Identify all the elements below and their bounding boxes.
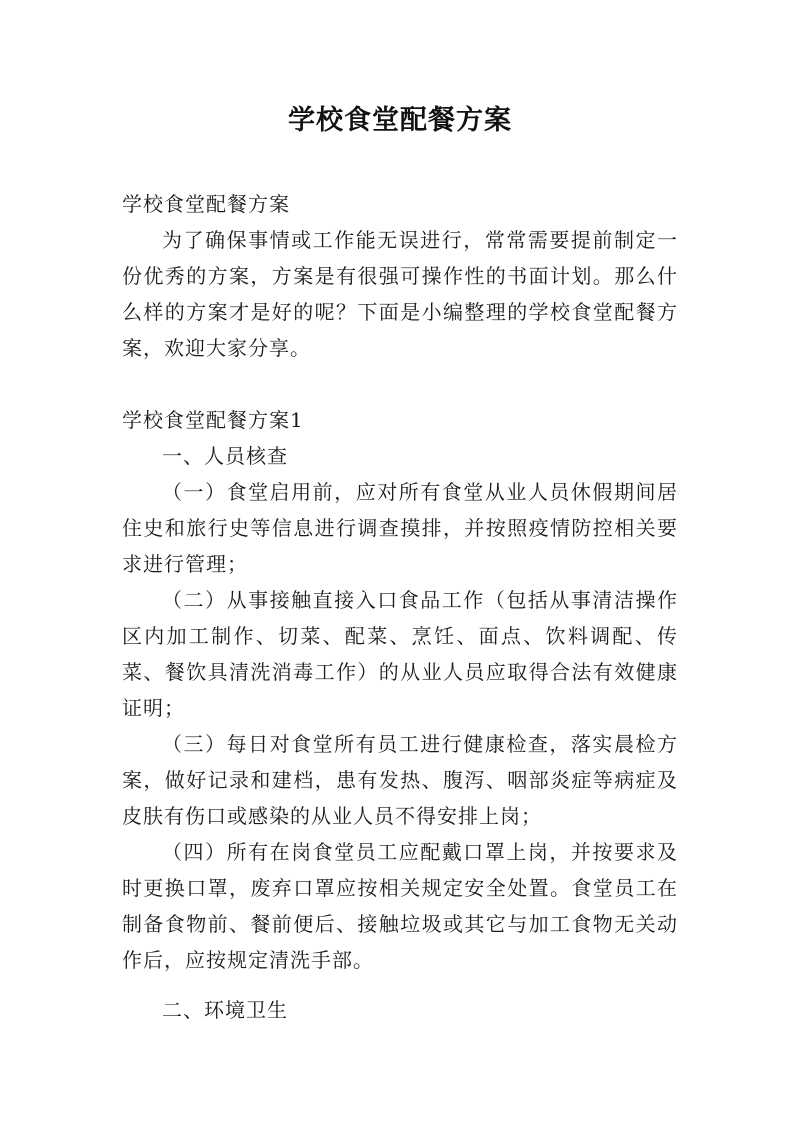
heading-environment-hygiene: 二、环境卫生 bbox=[162, 998, 288, 1022]
document-subtitle: 学校食堂配餐方案 bbox=[122, 192, 290, 216]
intro-paragraph: 为了确保事情或工作能无误进行，常常需要提前制定一份优秀的方案，方案是有很强可操作性的书面计划。那么什么样的方案才是好的呢？下面是小编整理的学校食堂配餐方案，欢迎大家分享。 bbox=[122, 228, 678, 360]
paragraph-item-4: （四）所有在岗食堂员工应配戴口罩上岗，并按要求及时更换口罩，废弃口罩应按相关规定安全处置。食堂员工在制备食物前、餐前便后、接触垃圾或其它与加工食物无关动作后，应按规定清洗手部。 bbox=[122, 840, 678, 972]
document-body bbox=[122, 186, 678, 1028]
paragraph-item-3: （三）每日对食堂所有员工进行健康检查，落实晨检方案，做好记录和建档，患有发热、腹泻、咽部炎症等病症及皮肤有伤口或感染的从业人员不得安排上岗； bbox=[122, 732, 678, 828]
section-title: 学校食堂配餐方案1 bbox=[122, 408, 304, 432]
paragraph-item-1: （一）食堂启用前，应对所有食堂从业人员休假期间居住史和旅行史等信息进行调查摸排，并按照疫情防控相关要求进行管理； bbox=[122, 480, 678, 576]
paragraph-item-2: （二）从事接触直接入口食品工作（包括从事清洁操作区内加工制作、切菜、配菜、烹饪、面点、饮料调配、传菜、餐饮具清洗消毒工作）的从业人员应取得合法有效健康证明； bbox=[122, 588, 678, 720]
page-title: 学校食堂配餐方案 bbox=[288, 105, 512, 136]
spacer bbox=[122, 978, 678, 992]
heading-personnel-check: 一、人员核查 bbox=[162, 444, 288, 468]
spacer bbox=[122, 366, 678, 402]
